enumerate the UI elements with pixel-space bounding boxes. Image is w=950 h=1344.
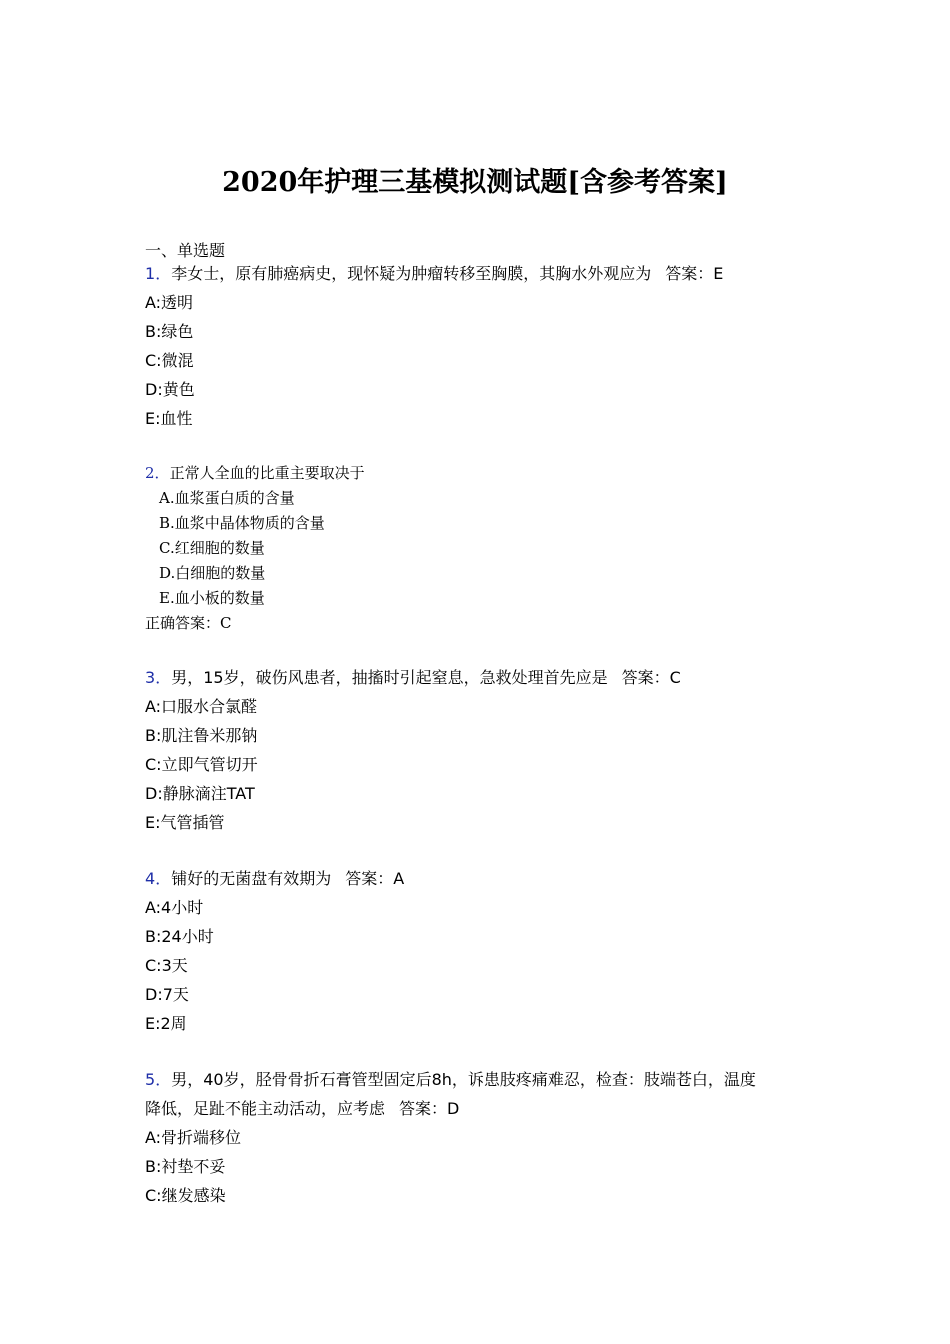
question-text: 正常人全血的比重主要取决于: [169, 464, 365, 482]
question-number: 5: [145, 1070, 156, 1089]
option-d: D:静脉滴注TAT: [145, 784, 255, 803]
question-stem: 5．男，40岁，胫骨骨折石膏管型固定后8h，诉患肢疼痛难忍，检查：肢端苍白，温度: [145, 1070, 756, 1089]
question-stem: 4．铺好的无菌盘有效期为 答案：A: [145, 869, 405, 888]
document-title: 2020年护理三基模拟测试题[含参考答案]: [222, 167, 728, 198]
option-b: B:衬垫不妥: [145, 1157, 226, 1176]
option-d: D.白细胞的数量: [159, 564, 266, 582]
option-a: A:口服水合氯醛: [145, 697, 258, 716]
question-text: 男，15岁，破伤风患者，抽搐时引起窒息，急救处理首先应是: [171, 668, 608, 687]
option-c: C:3天: [145, 956, 188, 975]
option-b: B:绿色: [145, 322, 194, 341]
option-d: D:黄色: [145, 380, 195, 399]
option-a: A:4小时: [145, 898, 204, 917]
option-c: C:立即气管切开: [145, 755, 258, 774]
question-answer: 答案：E: [665, 264, 724, 283]
question-text: 铺好的无菌盘有效期为: [171, 869, 332, 888]
option-e: E:血性: [145, 409, 193, 428]
option-c: C:继发感染: [145, 1186, 226, 1205]
section-heading: 一、单选题: [145, 241, 226, 260]
option-e: E.血小板的数量: [159, 589, 265, 607]
option-c: C.红细胞的数量: [159, 539, 265, 557]
option-a: A:透明: [145, 293, 194, 312]
question-text: 男，40岁，胫骨骨折石膏管型固定后8h，诉患肢疼痛难忍，检查：肢端苍白，温度: [171, 1070, 756, 1089]
option-b: B:肌注鲁米那钠: [145, 726, 258, 745]
question-1: [145, 259, 825, 433]
option-c: C:微混: [145, 351, 194, 370]
option-e: E:2周: [145, 1014, 187, 1033]
question-answer: 答案：C: [621, 668, 681, 687]
question-stem: 2．正常人全血的比重主要取决于: [145, 464, 365, 482]
question-number: 3: [145, 668, 156, 687]
question-number: 2: [145, 464, 155, 482]
question-stem-continued: [145, 1094, 825, 1123]
question-number: 4: [145, 869, 156, 888]
option-e: E:气管插管: [145, 813, 225, 832]
question-text: 李女士，原有肺癌病史，现怀疑为肿瘤转移至胸膜，其胸水外观应为: [171, 264, 652, 283]
option-a: A:骨折端移位: [145, 1128, 242, 1147]
question-stem: 1．李女士，原有肺癌病史，现怀疑为肿瘤转移至胸膜，其胸水外观应为 答案：E: [145, 264, 724, 283]
option-b: B.血浆中晶体物质的含量: [159, 514, 325, 532]
question-number: 1: [145, 264, 156, 283]
option-d: D:7天: [145, 985, 189, 1004]
option-a: A.血浆蛋白质的含量: [159, 489, 295, 507]
question-5: [145, 1065, 825, 1210]
question-answer: 答案：D: [399, 1099, 460, 1118]
question-answer: 正确答案：C: [145, 614, 232, 632]
question-2: [145, 461, 825, 636]
question-answer: 答案：A: [345, 869, 405, 888]
question-stem: 3．男，15岁，破伤风患者，抽搐时引起窒息，急救处理首先应是 答案：C: [145, 668, 681, 687]
question-text: 降低，足趾不能主动活动，应考虑: [145, 1099, 386, 1118]
option-b: B:24小时: [145, 927, 214, 946]
question-3: [145, 663, 825, 837]
question-4: [145, 864, 825, 1038]
